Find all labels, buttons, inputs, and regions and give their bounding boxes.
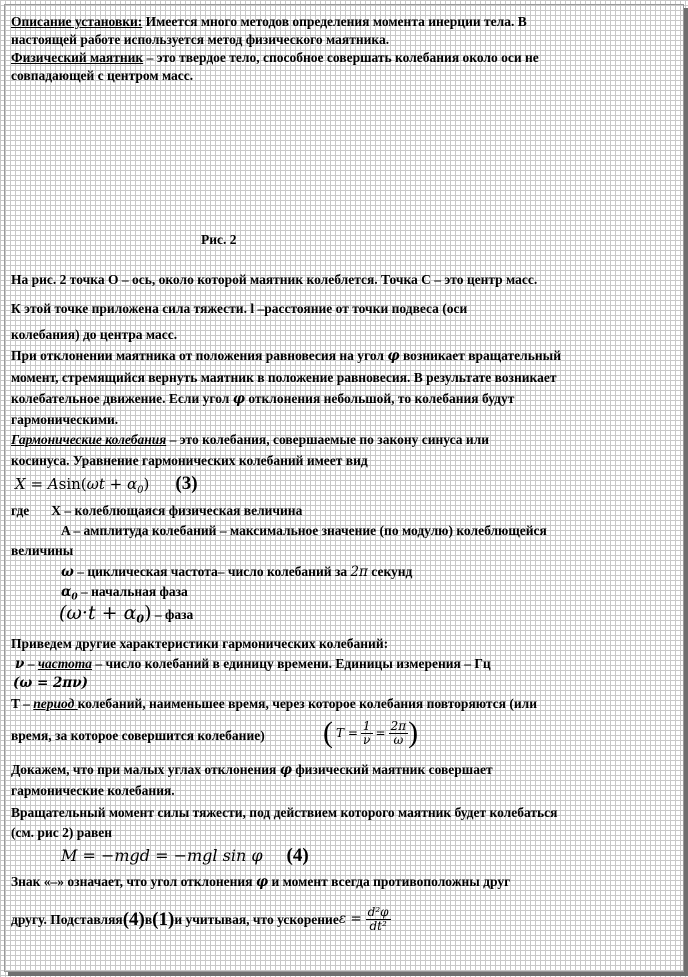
p1-line2: настоящей работе используется метод физического маятника. [11, 32, 390, 47]
equation-number: (3) [175, 473, 198, 494]
defs-phase: $(\omega\cdot t + \alpha_0)$ – фаза [59, 602, 194, 626]
p4-line2: косинуса. Уравнение гармонических колебаний имеет вид [11, 453, 368, 468]
omega-relation: (ω = 2πν) [13, 675, 88, 691]
equation-3: $X = Asin(\omega t + \alpha_0)$ (3) [15, 473, 198, 496]
term-harmonic: Гармонические колебания [11, 432, 167, 447]
p1-line4: совпадающей с центром масс. [11, 68, 194, 83]
p2-line1: На рис. 2 точка О – ось, около которой маятник колеблется. Точка С – это центр масс. [11, 272, 538, 287]
p6-line2: гармонические колебания. [11, 783, 175, 798]
p5-intro: Приведем другие характеристики гармонических колебаний: [11, 636, 389, 651]
defs-x: где X – колеблющаяся физическая величина [11, 503, 303, 518]
defs-a1: A – амплитуда колебаний – максимальное значение (по модулю) колеблющейся [61, 523, 547, 538]
p2-line3: колебания) до центра масс. [11, 327, 178, 342]
p5-period: T – период колебаний, наименьшее время, через которое колебания повторяются (или [11, 696, 537, 711]
p4-line1: Гармонические колебания – это колебания, совершаемые по закону синуса или [11, 432, 490, 447]
section-title: Описание установки: [11, 14, 143, 29]
p3-line3: колебательное движение. Если угол φ отклонения небольшой, то колебания будут [11, 391, 515, 407]
phi-symbol: φ [255, 874, 269, 890]
p2-line2: К этой точке приложена сила тяжести. l –расстояние от точки подвеса (оси [11, 301, 468, 316]
term-period: период [33, 696, 78, 711]
period-formula: ( T = $\frac{1}{\nu}$ = $\frac{2\pi}{\omega}$ ) [323, 716, 419, 749]
phi-symbol: φ [387, 348, 400, 364]
p1-line1: Описание установки: Имеется много методов определения момента инерции тела. В [11, 14, 527, 29]
p6-line4: (см. рис 2) равен [11, 825, 113, 840]
phi-symbol: φ [232, 391, 245, 407]
figure-caption: Рис. 2 [201, 232, 237, 247]
term-physical-pendulum: Физический маятник [11, 50, 144, 65]
p5-frequency: ν – частота – число колебаний в единицу времени. Единицы измерения – Гц [15, 656, 491, 672]
defs-alpha: $\alpha_0$ – начальная фаза [61, 584, 188, 603]
p6-line1: Докажем, что при малых углах отклонения φ физический маятник совершает [11, 762, 493, 778]
p5-period-line2: время, за которое совершится колебание) [11, 728, 265, 743]
p3-line1: При отклонении маятника от положения равновесия на угол φ возникает вращательный [11, 348, 561, 364]
p6-line3: Вращательный момент силы тяжести, под действием которого маятник будет колебаться [11, 805, 558, 820]
equation-4: M = −mgd = −mgl sin φ (4) [61, 845, 309, 866]
p7-line1: Знак «–» означает, что угол отклонения φ и момент всегда противоположны друг [11, 874, 511, 890]
p1-line3: Физический маятник – это твердое тело, способное совершать колебания около оси не [11, 50, 539, 65]
term-frequency: частота [37, 656, 93, 671]
equation-number: (4) [286, 845, 309, 866]
phi-symbol: φ [279, 762, 292, 778]
document-page [4, 4, 684, 972]
p7-line2: другу. Подставляя (4) в (1) и учитывая, что ускорение ε = $\frac{\text{d²φ}}{\text{dt²}}$ [11, 904, 389, 933]
defs-a2: величины [11, 543, 74, 558]
defs-omega: ω – циклическая частота– число колебаний за 2π секунд [61, 564, 413, 580]
p3-line4: гармоническими. [11, 412, 119, 427]
p3-line2: момент, стремящийся вернуть маятник в положение равновесия. В результате возникает [11, 370, 557, 385]
